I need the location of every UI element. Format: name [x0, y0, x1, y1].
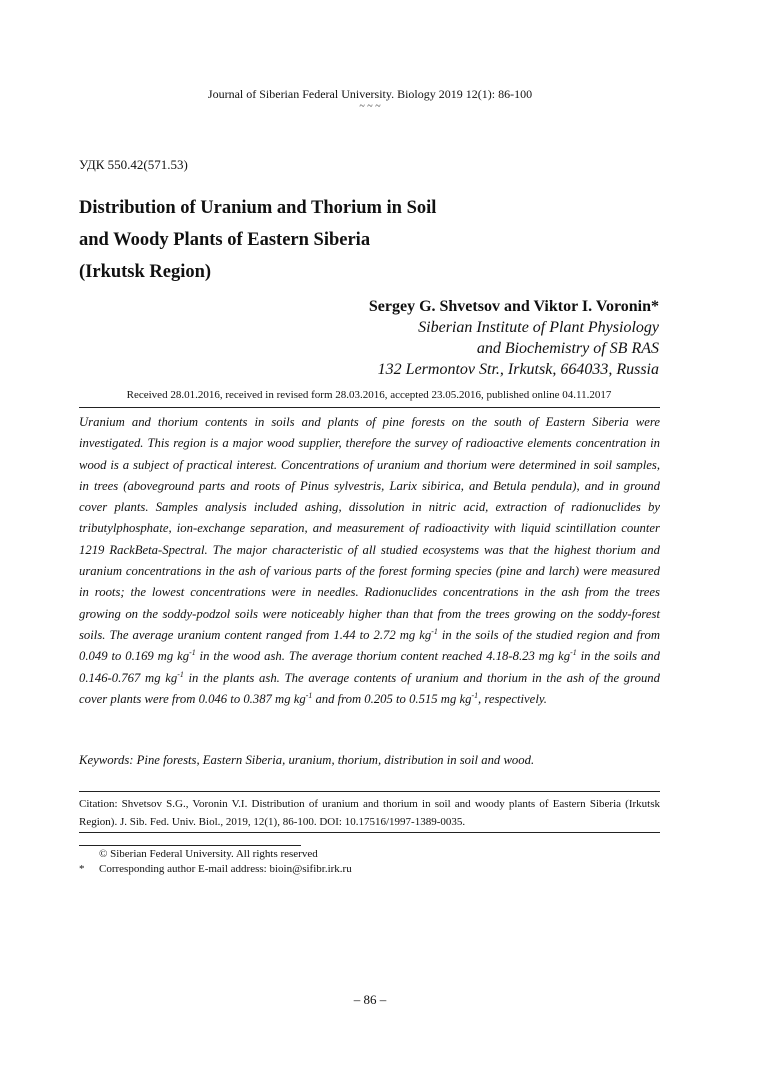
- citation: Citation: Shvetsov S.G., Voronin V.I. Distribution of uranium and thorium in soil and woody plants of Eastern Siberia (Irkutsk Region). J. Sib. Fed. Univ. Biol., 2019, 12(1), 86-100. DOI: 10.17516/1997-1389-0035.: [79, 798, 660, 828]
- received-dates: Received 28.01.2016, received in revised form 28.03.2016, accepted 23.05.2016, published online 04.11.2017: [126, 389, 612, 401]
- affiliation-line-2: and Biochemistry of SB RAS: [476, 340, 659, 357]
- title-line-3: (Irkutsk Region): [79, 262, 212, 282]
- footnote-divider: [79, 845, 301, 846]
- header-ornament: ~ ~ ~: [359, 101, 381, 112]
- superscript-3: -1: [570, 648, 577, 658]
- footnotes: [79, 847, 660, 877]
- footnote-mark: *: [79, 863, 85, 875]
- copyright-footnote: [79, 847, 660, 862]
- title-line-1: Distribution of Uranium and Thorium in Soil: [79, 198, 437, 218]
- divider-citation-top: [79, 791, 660, 792]
- corresponding-email: Corresponding author E-mail address: bioin@sifibr.irk.ru: [99, 863, 352, 875]
- keywords: Keywords: Pine forests, Eastern Siberia, uranium, thorium, distribution in soil and wood.: [79, 753, 535, 767]
- abstract-text-1: Uranium and thorium contents in soils and plants of pine forests on the south of Eastern Siberia were investigated. This region is a major wood supplier, therefore the survey of radioactive elements concentration in wood is a subject of practical interest. Concentrations of uranium and thorium were determined in soil samples, in trees (aboveground parts and roots of Pinus sylvestris, Larix sibirica, and Betula pendula), and in ground cover plants. Samples analysis included ashing, dissolution in nitric acid, extraction of radionuclides by tributylphosphate, ion-exchange separation, and measurement of radioactivity with liquid scintillation counter 1219 RackBeta-Spectral. The major characteristic of all studied ecosystems was that the highest thorium and uranium concentrations in the ash of various parts of the forest forming species (pine and larch) were measured in roots; the lowest concentrations were in needles. Radionuclides concentrations in the ash from the trees growing on the soddy-podzol soils were noticeably higher than that from the trees growing on the soddy-forest soils. The average uranium content ranged from 1.44 to 2.72 mg kg: [79, 415, 660, 642]
- divider-citation-bottom: [79, 832, 660, 833]
- udc-code: УДК 550.42(571.53): [79, 157, 188, 172]
- superscript-1: -1: [431, 626, 438, 636]
- abstract-text-7: , respectively.: [478, 691, 547, 706]
- corresponding-footnote: [79, 862, 660, 877]
- abstract-text-4: in the soils and 0.146-0.767 mg kg: [79, 649, 660, 685]
- abstract-text-5: in the plants ash. The average contents of uranium and thorium in the ash of the ground cover plants were from 0.046 to 0.387 mg kg: [79, 670, 660, 706]
- abstract-text-2: in the soils of the studied region and from 0.049 to 0.169 mg kg: [79, 627, 660, 664]
- author-block: [369, 296, 659, 380]
- superscript-4: -1: [177, 669, 184, 679]
- page-number: – 86 –: [353, 992, 387, 1007]
- article-title: [79, 192, 599, 288]
- abstract-text-6: and from 0.205 to 0.515 mg kg: [312, 691, 472, 706]
- superscript-2: -1: [189, 648, 196, 658]
- title-line-2: and Woody Plants of Eastern Siberia: [79, 230, 371, 250]
- copyright-text: © Siberian Federal University. All rights reserved: [99, 848, 318, 860]
- abstract: [79, 412, 660, 710]
- journal-header: Journal of Siberian Federal University. Biology 2019 12(1): 86-100: [207, 87, 533, 101]
- affiliation-line-1: Siberian Institute of Plant Physiology: [418, 319, 659, 336]
- divider-top: [79, 407, 660, 408]
- affiliation-line-3: 132 Lermontov Str., Irkutsk, 664033, Russia: [377, 361, 659, 378]
- authors: Sergey G. Shvetsov and Viktor I. Voronin*: [368, 298, 659, 315]
- abstract-text-3: in the wood ash. The average thorium content reached 4.18-8.23 mg kg: [195, 649, 571, 664]
- superscript-5: -1: [305, 690, 313, 700]
- superscript-6: -1: [471, 690, 479, 700]
